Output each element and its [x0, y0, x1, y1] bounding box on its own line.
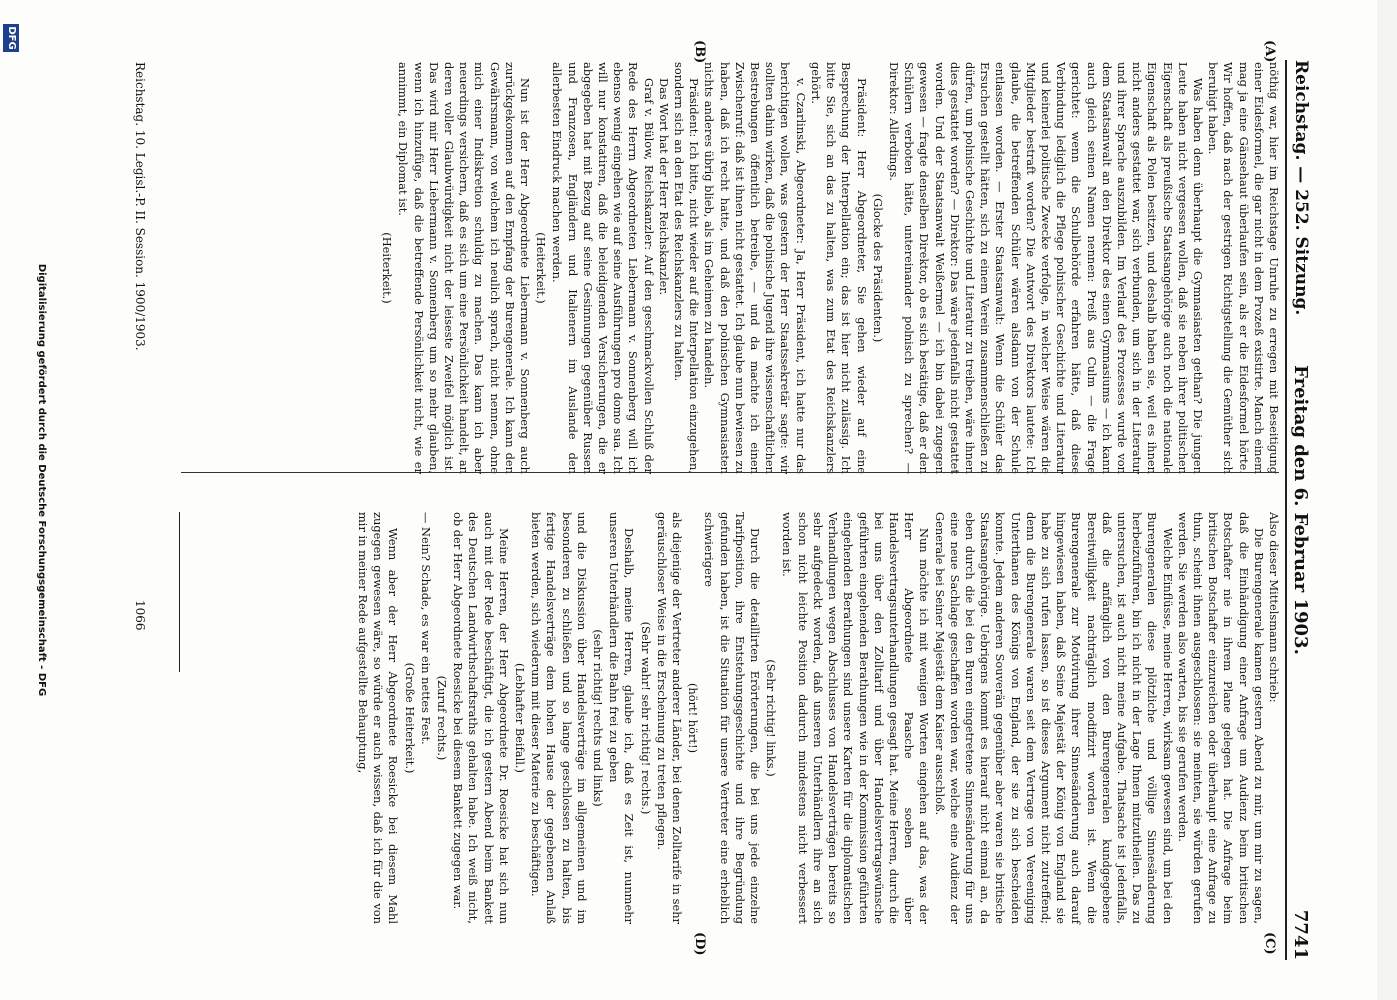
paragraph: Nun ist der Herr Abgeordnete Liebermann v. Sonnenberg auch zurückgekommen auf den Empfang der Burengenerale. Ich kann den Gewährsmann, von welchem ich neulich sprach, nicht nennen, ohne mich einer Indiskretion schuldig zu machen. Das kann ich aber neuerdings versichern, daß es sich um eine Persönlichkeit handelt, an deren voller Glaubwürdigkeit nicht der leiseste Zweifel möglich ist. Das wird mir Herr Liebermann v. Sonnenberg um so mehr glauben, wenn ich hinzufüge, daß die betreffende Persönlichkeit nicht, wie er annimmt, ein Diplomat ist. [396, 62, 533, 474]
paragraph: und die Diskussion über Handelsverträge im allgemeinen und im besonderen zu schließen und so lange geschlossen zu halten, bis fertige Handelsverträge dem hohen Hause der gegebenen Anlaß bieten werden, sich wiederum mit dieser Materie zu beschäftigen. [529, 512, 589, 924]
page-number: 7741 [1290, 909, 1311, 960]
stage-direction: (Sehr richtig! links.) [764, 659, 779, 777]
paragraph: Deshalb, meine Herren, glaube ich, daß es Zeit ist, nunmehr unseren Unterhändlern die Bahn frei zu geben [607, 512, 637, 924]
paragraph: Präsident: Ich bitte, nicht wieder auf die Interpellation einzugehen, sondern sich an den Etat des Reichskanzlers zu halten. [672, 62, 702, 474]
stage-direction: (Glocke des Präsidenten.) [870, 193, 885, 343]
paragraph: Die Burengenerale kamen gestern Abend zu mir, um mir zu sagen, daß die Einhändigung einer Anfrage um Audienz beim britischen Botschafter nie in ihrem Plane gelegen hat. Die Anfrage beim britischen Botschafter einzureichen oder überhaupt eine Anfrage zu thun, scheint ihnen ausgeschlossen: sie meinten, sie würden gerufen werden. Sie werden also warten, bis sie gerufen werden. [1175, 512, 1266, 924]
paragraph: nöthig war, hier im Reichstage Unruhe zu erregen mit Beseitigung einer Eidesformel, die gar nicht in dem Prozeß existirte. Manch einem mag ja eine Gänsehaut überlaufen sein, als er die Eidesformel hörte. Wir hoffen, daß nach der gestrigen Richtigstellung die Gemüther sich beruhigt haben. [1206, 62, 1281, 474]
header-date: Freitag den 6. Februar 1903. [1290, 365, 1311, 655]
stage-direction: (Lebhafter Beifall.) [513, 663, 528, 773]
stage-direction: (Sehr wahr! sehr richtig! rechts.) [638, 621, 653, 815]
stage-direction: (hört! hört!) [686, 682, 701, 754]
digitization-note: Digitalisierung gefördert durch die Deutsche Forschungsgemeinschaft - DFG [36, 263, 47, 697]
stage-direction: (Große Heiterkeit.) [402, 662, 417, 774]
left-column [183, 40, 1281, 474]
paragraph: Präsident: Herr Abgeordneter, Sie gehen wieder auf eine Besprechung der Interpellation ein; das ist hier nicht zulässig. Ich bitte Sie, sich an das zu halten, was zum Etat des Reichskanzlers gehört. [808, 62, 869, 474]
paragraph: v. Czarlinski, Abgeordneter: Ja, Herr Präsident, ich hatte nur das berichtigen wollen, was gestern der Herr Staatssekretär sagte: wir sollten dahin wirken, daß die polnische Jugend ihre wissenschaftlichen Bestrebungen öffentlich betreibe, — und da machte ich einen Zwischenruf: daß ist ihnen nicht gestattet. Ich glaube nun bewiesen zu haben, daß ich recht hatte, und daß den polnischen Gymnasiasten nichts anderes übrig blieb, als im Geheimen zu handeln. [702, 62, 808, 474]
paragraph: Nun möchte ich mit wenigen Worten eingehen auf das, was der Herr Abgeordnete Paasche soeben über Handelsvertragsunterhandlungen gesagt hat. Meine Herren, durch die bei uns über den Zolltarif und über Handelsvertragswünsche geführten eingehenden Berathungen wie in der Kommission geführten eingehenden Berathungen sind unsere Karten für die diplomatischen Verhandlungen wegen Abschlusses von Handelsverträgen bereits so sehr aufgedeckt worden, daß unseren Unterhändlern ihre an sich schon nicht leichte Position dadurch mindestens nicht verbessert worden ist. [780, 512, 932, 924]
stage-direction: (Heiterkeit.) [534, 232, 549, 304]
scan-edge [1377, 0, 1397, 1000]
paragraph: als diejenige der Vertreter anderer Länder, bei denen Zolltarife in sehr geräuschloser Weise in die Erscheinung zu treten pflegen. [654, 512, 685, 924]
margin-marker-a: (A) [1262, 40, 1277, 63]
paragraph: Durch die detaillirten Erörterungen, die bei uns jede einzelne Tarifposition, ihre Entstehungsgeschichte und ihre Begründung gefunden haben, ist die Situation für unsere Vertreter eine erheblich schwierigere [702, 512, 763, 924]
footer-volume: Reichstag. 10. Legisl.-P. II. Session. 1900/1903. [133, 62, 147, 351]
footer-sheet-number: 1066 [133, 600, 147, 631]
page-header [1285, 60, 1313, 960]
stage-direction: (Zuruf rechts.) [435, 675, 450, 761]
column-divider [181, 472, 1279, 473]
dfg-logo: DFG [3, 24, 19, 52]
paragraph: Welche Einflüsse, meine Herren, wirksam gewesen sind, um bei den Burengeneralen diese plötzliche und völlige Sinnesänderung herbeizuführen, bin ich nicht in der Lage Ihnen mitzutheilen. Das zu untersuchen, ist auch nicht meine Aufgabe. Thatsache ist jedenfalls, daß die anfänglich von den Burengeneralen kundgegebene Bereitwilligkeit nachträglich modifizirt worden ist. Wenn die Burengenerale zur Motivirung ihrer Sinnesänderung auch darauf hingewiesen haben, daß Seine Majestät der König von England sie habe zu sich rufen lassen, so ist dieses Argument nicht zutreffend; denn die Burengenerale waren seit dem Vertrage von Vereeniging Unterthanen des Königs von England, der sie zu sich bescheiden konnte. Jedem anderen Souverän gegenüber aber waren sie britische Staatsangehörige. Uebrigens kommt es hierauf nicht einmal an, da eben durch die bei den Buren eingetretene Sinnesänderung für uns eine neue Sachlage geschaffen worden war, welche eine Audienz der Generale bei Seiner Majestät dem Kaiser ausschloß. [932, 512, 1175, 924]
margin-marker-b: (B) [692, 40, 707, 64]
footer-rule [179, 512, 180, 672]
header-session: Reichstag. — 252. Sitzung. [1291, 60, 1311, 316]
paragraph: — Nein? Schade, es war ein nettes Fest. [418, 512, 433, 745]
margin-marker-d: (D) [692, 932, 707, 956]
right-column [183, 512, 1281, 946]
paragraph: Meine Herren, der Herr Abgeordnete Dr. Roesicke hat sich nun auch mit der Rede beschäftigt, die ich gestern Abend beim Bankett des Deutschen Landwirthschaftsraths gehalten habe. Ich weiß nicht, ob der Herr Abgeordnete Roesicke bei diesem Bankett zugegen war. [451, 512, 511, 924]
paragraph: Wenn aber der Herr Abgeordnete Roesicke bei diesem Mahl zugegen gewesen wäre, so würde er auch wissen, daß ich für die von mir in meiner Rede aufgestellte Behauptung, [356, 512, 401, 924]
margin-marker-c: (C) [1262, 932, 1277, 955]
paragraph: Das Wort hat der Herr Reichskanzler. [656, 78, 671, 296]
stage-direction: (sehr richtig! rechts und links) [591, 629, 606, 807]
paragraph: Was haben denn überhaupt die Gymnasiasten gethan? Die jungen Leute haben nicht vergessen wollen, daß sie neben ihrer politischen Eigenschaft als preußische Staatsangehörige auch noch die nationale Eigenschaft als Polen besitzen, und deshalb haben sie, weil es ihnen nicht anders gestattet war, sich verbunden, um sich in der Literatur und ihrer Sprache auszubilden. Im Verlauf des Prozesses wurde von dem Staatsanwalt an den Direktor des einen Gymnasiums — ich kann auch gleich seinen Namen nennen: Preiß aus Culm — die Frage gerichtet: wenn die Schulbehörde erfahren hätte, daß diese Verbindung lediglich die Pflege polnischer Geschichte und Literatur und keinerlei politische Zwecke verfolge, in welcher Weise wären die Mitglieder bestraft worden? Die Antwort des Direktors lautete: Ich glaube, die betreffenden Schüler wären alsdann von der Schule entlassen worden. — Erster Staatsanwalt: Wenn die Schüler das Ersuchen gestellt hätten, sich zu einem Verein zusammenschließen zu dürfen, um polnische Geschichte und Literatur zu treiben, wäre ihnen dies gestattet worden? — Direktor: Das wäre jedenfalls nicht gestattet worden. Und der Staatsanwalt Weißermel — ich bin dabei zugegen gewesen — fragte denselben Direktor, ob es sich bestätige, daß er den Schülern verboten hätte, untereinander polnisch zu sprechen? — Direktor: Allerdings. [886, 62, 1205, 474]
stage-direction: (Heiterkeit.) [380, 232, 395, 304]
paragraph: Also dieser Mittelsmann schrieb: [1267, 512, 1281, 703]
paragraph: Graf v. Bülow, Reichskanzler: Auf den geschmackvollen Schluß der Rede des Herrn Abgeordneten Liebermann v. Sonnenberg will ich ebenso wenig eingehen wie auf seine Ausführungen pro domo sua. Ich will nur konstatiren, daß die beleidigenden Versicherungen, die er abgegeben hat mit Bezug auf seine Gesinnungen gegenüber Russen und Franzosen, Engländern und Italienern im Auslande den allerbesten Eindruck machen werden. [550, 62, 656, 474]
